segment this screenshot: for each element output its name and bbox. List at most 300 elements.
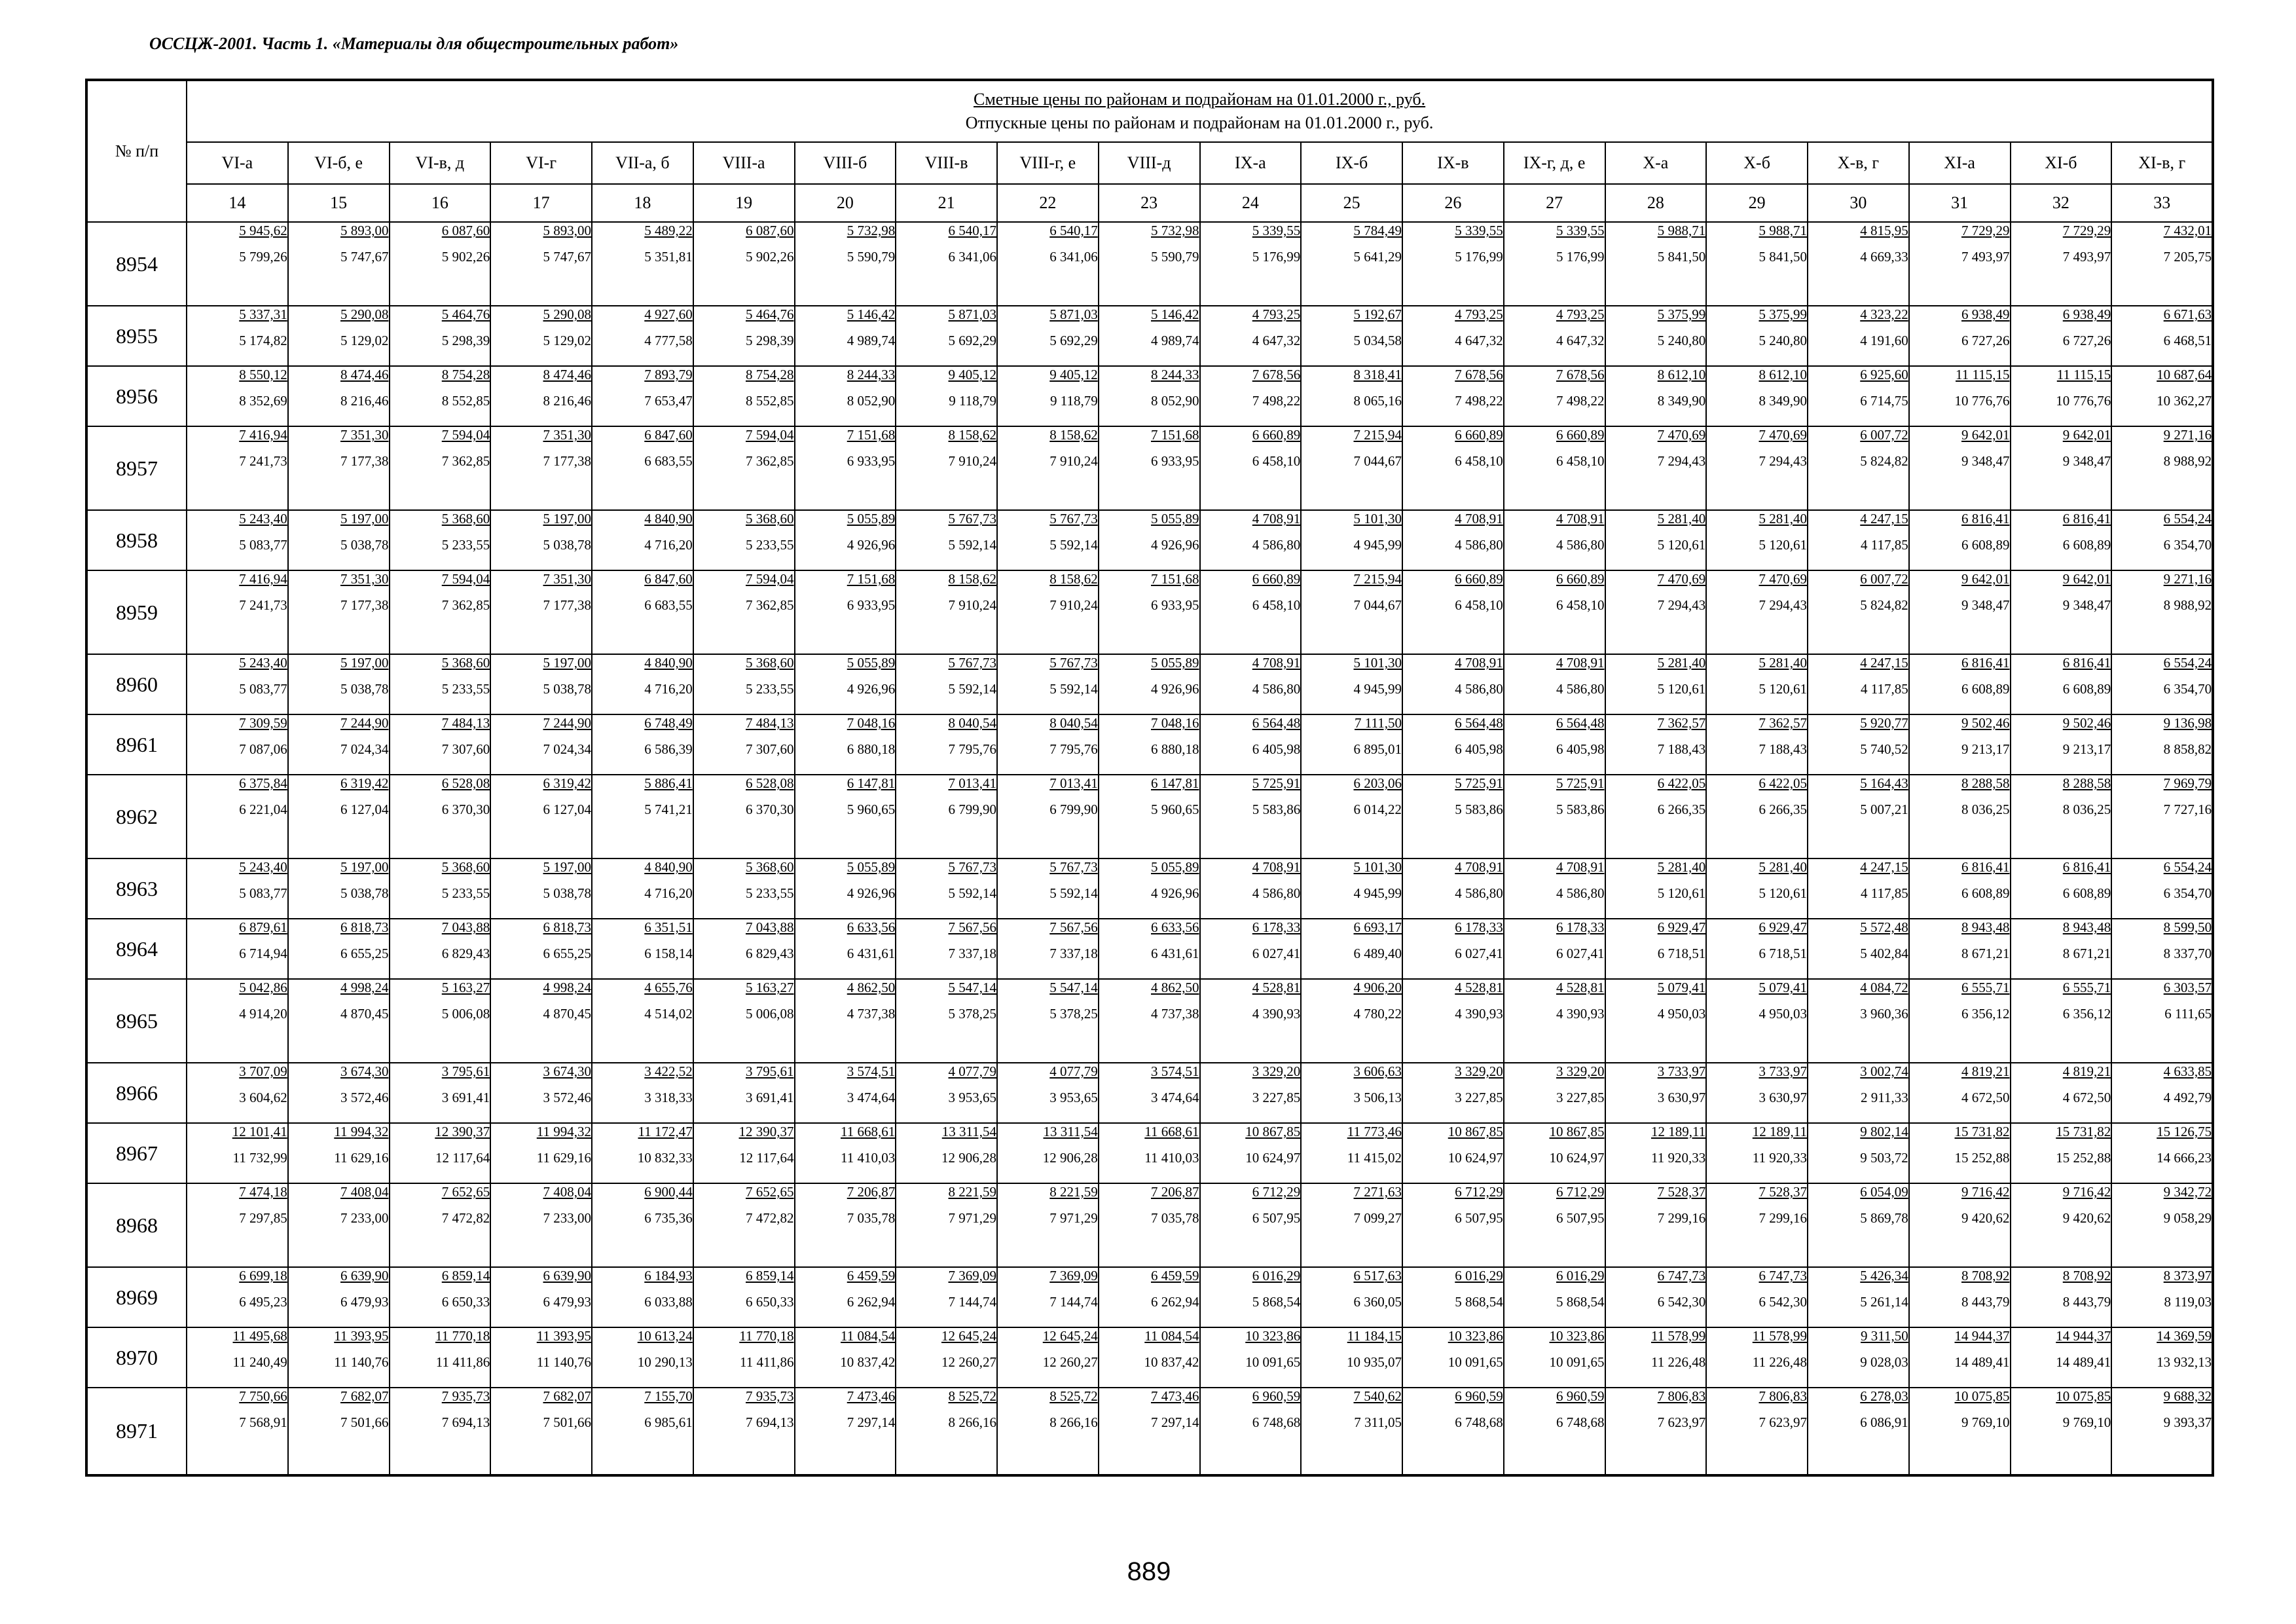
estimate-price: 6 528,08: [746, 775, 794, 791]
estimate-price: 3 707,09: [239, 1063, 287, 1079]
release-price: 7 205,75: [2163, 249, 2212, 265]
release-price: 5 590,79: [847, 249, 896, 265]
estimate-price: 4 655,76: [644, 980, 693, 995]
release-price: 4 716,20: [644, 681, 693, 697]
release-price: 9 118,79: [1050, 393, 1098, 409]
release-price: 10 837,42: [840, 1354, 896, 1370]
release-price: 4 716,20: [644, 537, 693, 553]
price-cell: [1301, 919, 1402, 979]
price-cell: [693, 775, 795, 858]
estimate-price: 5 197,00: [340, 655, 389, 671]
column-number: 24: [1200, 184, 1302, 222]
release-price: 6 683,55: [644, 597, 693, 613]
release-price: 7 362,85: [746, 453, 794, 469]
price-cell: [1504, 775, 1605, 858]
table-row: [86, 306, 2213, 366]
release-price: 5 592,14: [1049, 537, 1098, 553]
estimate-price: 5 767,73: [1049, 859, 1098, 875]
release-price: 6 360,05: [1353, 1294, 1402, 1310]
price-cell: [1504, 366, 1605, 426]
estimate-price: 7 473,46: [847, 1388, 896, 1404]
release-price: 4 586,80: [1455, 537, 1503, 553]
release-price: 6 799,90: [1049, 802, 1098, 817]
release-price: 6 479,93: [340, 1294, 389, 1310]
release-price: 6 356,12: [1961, 1006, 2010, 1022]
release-price: 7 297,14: [847, 1414, 896, 1430]
price-cell: [2011, 426, 2112, 510]
price-cell: [1099, 366, 1200, 426]
column-header: VI-б, е: [288, 142, 390, 184]
estimate-price: 3 606,63: [1353, 1063, 1402, 1079]
estimate-price: 7 043,88: [441, 919, 490, 935]
release-price: 5 038,78: [340, 537, 389, 553]
estimate-price: 5 886,41: [644, 775, 693, 791]
price-cell: [1605, 1388, 1707, 1475]
release-price: 4 926,96: [1151, 885, 1199, 901]
estimate-price: 4 793,25: [1455, 306, 1503, 322]
estimate-price: 5 464,76: [746, 306, 794, 322]
estimate-price: 4 862,50: [1151, 980, 1199, 995]
estimate-price: 7 351,30: [340, 427, 389, 443]
price-cell: [490, 1267, 592, 1327]
price-cell: [1605, 919, 1707, 979]
estimate-price: 5 426,34: [1860, 1268, 1908, 1283]
release-price: 9 213,17: [1961, 741, 2010, 757]
price-cell: [288, 714, 390, 775]
release-price: 6 354,70: [2163, 681, 2212, 697]
price-cell: [1909, 222, 2011, 306]
estimate-price: 8 474,46: [340, 367, 389, 382]
estimate-price: 6 639,90: [340, 1268, 389, 1283]
release-price: 5 741,21: [644, 802, 693, 817]
release-price: 6 799,90: [948, 802, 996, 817]
estimate-price: 10 867,85: [1245, 1124, 1301, 1139]
estimate-price: 6 960,59: [1252, 1388, 1301, 1404]
column-header: VI-г: [490, 142, 592, 184]
estimate-price: 6 054,09: [1860, 1184, 1908, 1200]
estimate-price: 3 795,61: [441, 1063, 490, 1079]
release-price: 4 945,99: [1353, 681, 1402, 697]
price-cell: [187, 979, 288, 1063]
release-price: 11 415,02: [1347, 1150, 1402, 1166]
estimate-price: 12 390,37: [738, 1124, 794, 1139]
price-cell: [1504, 1388, 1605, 1475]
price-cell: [187, 919, 288, 979]
release-price: 6 127,04: [543, 802, 591, 817]
estimate-price: 5 281,40: [1657, 655, 1706, 671]
price-cell: [490, 858, 592, 919]
estimate-price: 5 164,43: [1860, 775, 1908, 791]
estimate-price: 6 007,72: [1860, 427, 1908, 443]
column-number: 16: [390, 184, 491, 222]
price-cell: [1504, 1183, 1605, 1267]
estimate-price: 5 055,89: [1151, 511, 1199, 526]
estimate-price: 6 900,44: [644, 1184, 693, 1200]
column-header: X-в, г: [1808, 142, 1909, 184]
estimate-price: 5 197,00: [543, 655, 591, 671]
estimate-price: 7 151,68: [847, 571, 896, 587]
release-price: 4 586,80: [1556, 681, 1605, 697]
estimate-price: 6 938,49: [1961, 306, 2010, 322]
price-cell: [896, 1267, 997, 1327]
release-price: 3 604,62: [239, 1090, 287, 1105]
release-price: 8 671,21: [1961, 946, 2010, 961]
price-cell: [1200, 1183, 1302, 1267]
price-cell: [693, 1388, 795, 1475]
estimate-price: 3 329,20: [1252, 1063, 1301, 1079]
estimate-price: 6 929,47: [1657, 919, 1706, 935]
estimate-price: 6 818,73: [543, 919, 591, 935]
release-price: 6 111,65: [2164, 1006, 2212, 1022]
estimate-price: 15 731,82: [1954, 1124, 2010, 1139]
release-price: 5 960,65: [847, 802, 896, 817]
price-cell: [1909, 1123, 2011, 1183]
price-cell: [1200, 570, 1302, 654]
price-cell: [795, 1388, 896, 1475]
release-price: 11 226,48: [1752, 1354, 1807, 1370]
release-price: 4 390,93: [1252, 1006, 1301, 1022]
release-price: 7 472,82: [746, 1210, 794, 1226]
estimate-price: 7 682,07: [340, 1388, 389, 1404]
estimate-price: 5 055,89: [1151, 859, 1199, 875]
estimate-price: 8 221,59: [948, 1184, 996, 1200]
release-price: 5 233,55: [441, 885, 490, 901]
release-price: 5 583,86: [1556, 802, 1605, 817]
release-price: 6 370,30: [441, 802, 490, 817]
release-price: 6 507,95: [1252, 1210, 1301, 1226]
price-cell: [1301, 510, 1402, 570]
estimate-price: 4 708,91: [1455, 655, 1503, 671]
estimate-price: 8 244,33: [847, 367, 896, 382]
release-price: 10 935,07: [1347, 1354, 1402, 1370]
release-price: 8 065,16: [1353, 393, 1402, 409]
release-price: 5 083,77: [239, 681, 287, 697]
estimate-price: 7 351,30: [543, 571, 591, 587]
price-cell: [1402, 306, 1504, 366]
estimate-price: 8 612,10: [1657, 367, 1706, 382]
price-cell: [288, 366, 390, 426]
price-cell: [1909, 366, 2011, 426]
column-number: 18: [592, 184, 693, 222]
estimate-price: 5 243,40: [239, 511, 287, 526]
estimate-price: 8 318,41: [1353, 367, 1402, 382]
price-cell: [592, 366, 693, 426]
estimate-price: 4 708,91: [1252, 511, 1301, 526]
price-cell: [795, 222, 896, 306]
release-price: 5 007,21: [1860, 802, 1908, 817]
estimate-price: 5 572,48: [1860, 919, 1908, 935]
release-price: 7 362,85: [441, 453, 490, 469]
release-price: 6 718,51: [1758, 946, 1807, 961]
estimate-price: 11 084,54: [1144, 1328, 1199, 1344]
estimate-price: 10 075,85: [1954, 1388, 2010, 1404]
estimate-price: 5 079,41: [1758, 980, 1807, 995]
estimate-price: 7 682,07: [543, 1388, 591, 1404]
price-cell: [1808, 775, 1909, 858]
price-cell: [2111, 570, 2213, 654]
table-row: [86, 570, 2213, 654]
release-price: 5 129,02: [543, 333, 591, 348]
price-cell: [1504, 714, 1605, 775]
estimate-price: 7 151,68: [847, 427, 896, 443]
price-cell: [795, 1327, 896, 1388]
release-price: 4 672,50: [2062, 1090, 2111, 1105]
price-cell: [997, 1063, 1099, 1123]
estimate-price: 6 816,41: [2062, 655, 2111, 671]
estimate-price: 5 163,27: [441, 980, 490, 995]
price-cell: [997, 858, 1099, 919]
price-cell: [1200, 306, 1302, 366]
release-price: 6 880,18: [1151, 741, 1199, 757]
price-cell: [795, 570, 896, 654]
price-cell: [1301, 222, 1402, 306]
estimate-price: 6 147,81: [847, 775, 896, 791]
price-cell: [1301, 366, 1402, 426]
release-price: 8 216,46: [340, 393, 389, 409]
estimate-price: 6 278,03: [1860, 1388, 1908, 1404]
release-price: 4 780,22: [1353, 1006, 1402, 1022]
estimate-price: 6 660,89: [1556, 427, 1605, 443]
release-price: 6 714,94: [239, 946, 287, 961]
release-price: 7 233,00: [340, 1210, 389, 1226]
release-price: 5 692,29: [1049, 333, 1098, 348]
release-price: 6 458,10: [1556, 597, 1605, 613]
price-cell: [1200, 775, 1302, 858]
estimate-price: 7 215,94: [1353, 571, 1402, 587]
estimate-price: 5 281,40: [1657, 511, 1706, 526]
price-cell: [2111, 510, 2213, 570]
price-cell: [896, 775, 997, 858]
release-price: 7 311,05: [1354, 1414, 1402, 1430]
price-cell: [288, 858, 390, 919]
price-cell: [693, 1183, 795, 1267]
release-price: 7 795,76: [1049, 741, 1098, 757]
release-price: 3 227,85: [1556, 1090, 1605, 1105]
estimate-price: 9 405,12: [948, 367, 996, 382]
release-price: 6 158,14: [644, 946, 693, 961]
price-cell: [1301, 1123, 1402, 1183]
price-cell: [896, 1183, 997, 1267]
estimate-price: 8 754,28: [441, 367, 490, 382]
estimate-price: 9 311,50: [1861, 1328, 1908, 1344]
release-price: 10 091,65: [1448, 1354, 1503, 1370]
estimate-price: 4 247,15: [1860, 511, 1908, 526]
column-number: 29: [1706, 184, 1808, 222]
release-price: 5 176,99: [1556, 249, 1605, 265]
estimate-price: 6 203,06: [1353, 775, 1402, 791]
estimate-price: 5 055,89: [847, 655, 896, 671]
estimate-price: 6 147,81: [1151, 775, 1199, 791]
release-price: 9 213,17: [2062, 741, 2111, 757]
price-cell: [795, 1063, 896, 1123]
price-cell: [490, 570, 592, 654]
estimate-price: 11 770,18: [435, 1328, 490, 1344]
release-price: 4 950,03: [1758, 1006, 1807, 1022]
row-number-header: № п/п: [86, 80, 187, 222]
estimate-price: 14 944,37: [1954, 1328, 2010, 1344]
price-cell: [997, 714, 1099, 775]
price-cell: [2111, 366, 2213, 426]
release-price: 6 933,95: [847, 597, 896, 613]
estimate-price: 7 567,56: [1049, 919, 1098, 935]
price-cell: [1099, 919, 1200, 979]
estimate-price: 4 247,15: [1860, 859, 1908, 875]
price-cell: [997, 570, 1099, 654]
estimate-price: 11 184,15: [1347, 1328, 1402, 1344]
price-cell: [1605, 510, 1707, 570]
estimate-price: 6 540,17: [1049, 223, 1098, 238]
price-cell: [288, 1123, 390, 1183]
price-cell: [693, 714, 795, 775]
estimate-price: 4 708,91: [1556, 511, 1605, 526]
title-estimate-prices: Сметные цены по районам и подрайонам на 01.01.2000 г., руб.: [974, 90, 1426, 109]
price-cell: [592, 1183, 693, 1267]
price-cell: [187, 714, 288, 775]
estimate-price: 11 994,32: [536, 1124, 591, 1139]
column-header: XI-а: [1909, 142, 2011, 184]
estimate-price: 3 329,20: [1455, 1063, 1503, 1079]
price-cell: [592, 306, 693, 366]
estimate-price: 5 920,77: [1860, 715, 1908, 731]
price-cell: [390, 979, 491, 1063]
estimate-price: 11 393,95: [536, 1328, 591, 1344]
estimate-price: 5 767,73: [1049, 511, 1098, 526]
price-cell: [1605, 426, 1707, 510]
column-number: 31: [1909, 184, 2011, 222]
price-cell: [2011, 510, 2112, 570]
release-price: 6 266,35: [1758, 802, 1807, 817]
release-price: 7 568,91: [239, 1414, 287, 1430]
release-price: 4 586,80: [1556, 537, 1605, 553]
release-price: 11 411,86: [435, 1354, 490, 1370]
price-cell: [490, 714, 592, 775]
estimate-price: 8 158,62: [1049, 571, 1098, 587]
release-price: 7 337,18: [1049, 946, 1098, 961]
estimate-price: 8 943,48: [1961, 919, 2010, 935]
release-price: 3 572,46: [543, 1090, 591, 1105]
column-names-row: [86, 142, 2213, 184]
estimate-price: 8 158,62: [948, 427, 996, 443]
release-price: 6 683,55: [644, 453, 693, 469]
release-price: 9 503,72: [1860, 1150, 1908, 1166]
estimate-price: 7 111,50: [1355, 715, 1402, 731]
release-price: 5 868,54: [1455, 1294, 1503, 1310]
row-number: 8965: [86, 979, 187, 1063]
estimate-price: 5 197,00: [543, 511, 591, 526]
release-price: 6 933,95: [847, 453, 896, 469]
column-header: IX-в: [1402, 142, 1504, 184]
estimate-price: 10 323,86: [1245, 1328, 1301, 1344]
row-number: 8968: [86, 1183, 187, 1267]
row-number: 8971: [86, 1388, 187, 1475]
release-price: 6 829,43: [441, 946, 490, 961]
price-cell: [1200, 858, 1302, 919]
release-price: 3 630,97: [1758, 1090, 1807, 1105]
estimate-price: 6 459,59: [847, 1268, 896, 1283]
release-price: 10 837,42: [1144, 1354, 1199, 1370]
estimate-price: 5 893,00: [340, 223, 389, 238]
estimate-price: 9 342,72: [2163, 1184, 2212, 1200]
release-price: 8 052,90: [847, 393, 896, 409]
estimate-price: 12 189,11: [1752, 1124, 1807, 1139]
column-header: VII-а, б: [592, 142, 693, 184]
release-price: 3 474,64: [847, 1090, 896, 1105]
estimate-price: 3 674,30: [543, 1063, 591, 1079]
table-row: [86, 714, 2213, 775]
estimate-price: 3 422,52: [644, 1063, 693, 1079]
release-price: 3 227,85: [1455, 1090, 1503, 1105]
estimate-price: 7 416,94: [239, 571, 287, 587]
release-price: 5 592,14: [948, 885, 996, 901]
release-price: 7 297,14: [1151, 1414, 1199, 1430]
row-number: 8964: [86, 919, 187, 979]
price-cell: [1808, 426, 1909, 510]
estimate-price: 5 042,86: [239, 980, 287, 995]
price-cell: [1808, 1327, 1909, 1388]
document-header: ОССЦЖ-2001. Часть 1. «Материалы для общестроительных работ»: [149, 34, 679, 53]
estimate-price: 4 815,95: [1860, 223, 1908, 238]
release-price: 5 176,99: [1252, 249, 1301, 265]
release-price: 6 489,40: [1353, 946, 1402, 961]
price-cell: [1706, 1123, 1808, 1183]
price-cell: [2111, 775, 2213, 858]
price-cell: [1200, 1327, 1302, 1388]
price-cell: [1301, 1267, 1402, 1327]
release-price: 6 608,89: [2062, 537, 2111, 553]
price-cell: [490, 919, 592, 979]
release-price: 12 906,28: [1042, 1150, 1098, 1166]
estimate-price: 6 087,60: [746, 223, 794, 238]
release-price: 4 586,80: [1252, 537, 1301, 553]
estimate-price: 14 944,37: [2056, 1328, 2111, 1344]
estimate-price: 13 311,54: [941, 1124, 996, 1139]
release-price: 5 590,79: [1151, 249, 1199, 265]
release-price: 7 188,43: [1758, 741, 1807, 757]
price-cell: [1504, 1063, 1605, 1123]
price-cell: [997, 366, 1099, 426]
row-number: 8955: [86, 306, 187, 366]
release-price: 9 058,29: [2163, 1210, 2212, 1226]
estimate-price: 5 243,40: [239, 655, 287, 671]
estimate-price: 9 802,14: [1860, 1124, 1908, 1139]
release-price: 5 583,86: [1252, 802, 1301, 817]
estimate-price: 6 564,48: [1455, 715, 1503, 731]
release-price: 8 052,90: [1151, 393, 1199, 409]
estimate-price: 4 998,24: [340, 980, 389, 995]
price-cell: [1706, 714, 1808, 775]
release-price: 5 120,61: [1758, 681, 1807, 697]
price-cell: [390, 1327, 491, 1388]
release-price: 6 735,36: [644, 1210, 693, 1226]
estimate-price: 6 925,60: [1860, 367, 1908, 382]
estimate-price: 9 502,46: [1961, 715, 2010, 731]
release-price: 7 177,38: [543, 597, 591, 613]
estimate-price: 5 197,00: [340, 511, 389, 526]
row-number: 8954: [86, 222, 187, 306]
release-price: 6 507,95: [1455, 1210, 1503, 1226]
estimate-price: 6 178,33: [1252, 919, 1301, 935]
release-price: 7 501,66: [340, 1414, 389, 1430]
release-price: 11 920,33: [1651, 1150, 1706, 1166]
estimate-price: 8 244,33: [1151, 367, 1199, 382]
column-header: VIII-в: [896, 142, 997, 184]
release-price: 9 028,03: [1860, 1354, 1908, 1370]
release-price: 4 870,45: [543, 1006, 591, 1022]
estimate-price: 5 079,41: [1657, 980, 1706, 995]
release-price: 7 233,00: [543, 1210, 591, 1226]
release-price: 6 608,89: [1961, 681, 2010, 697]
release-price: 7 035,78: [1151, 1210, 1199, 1226]
